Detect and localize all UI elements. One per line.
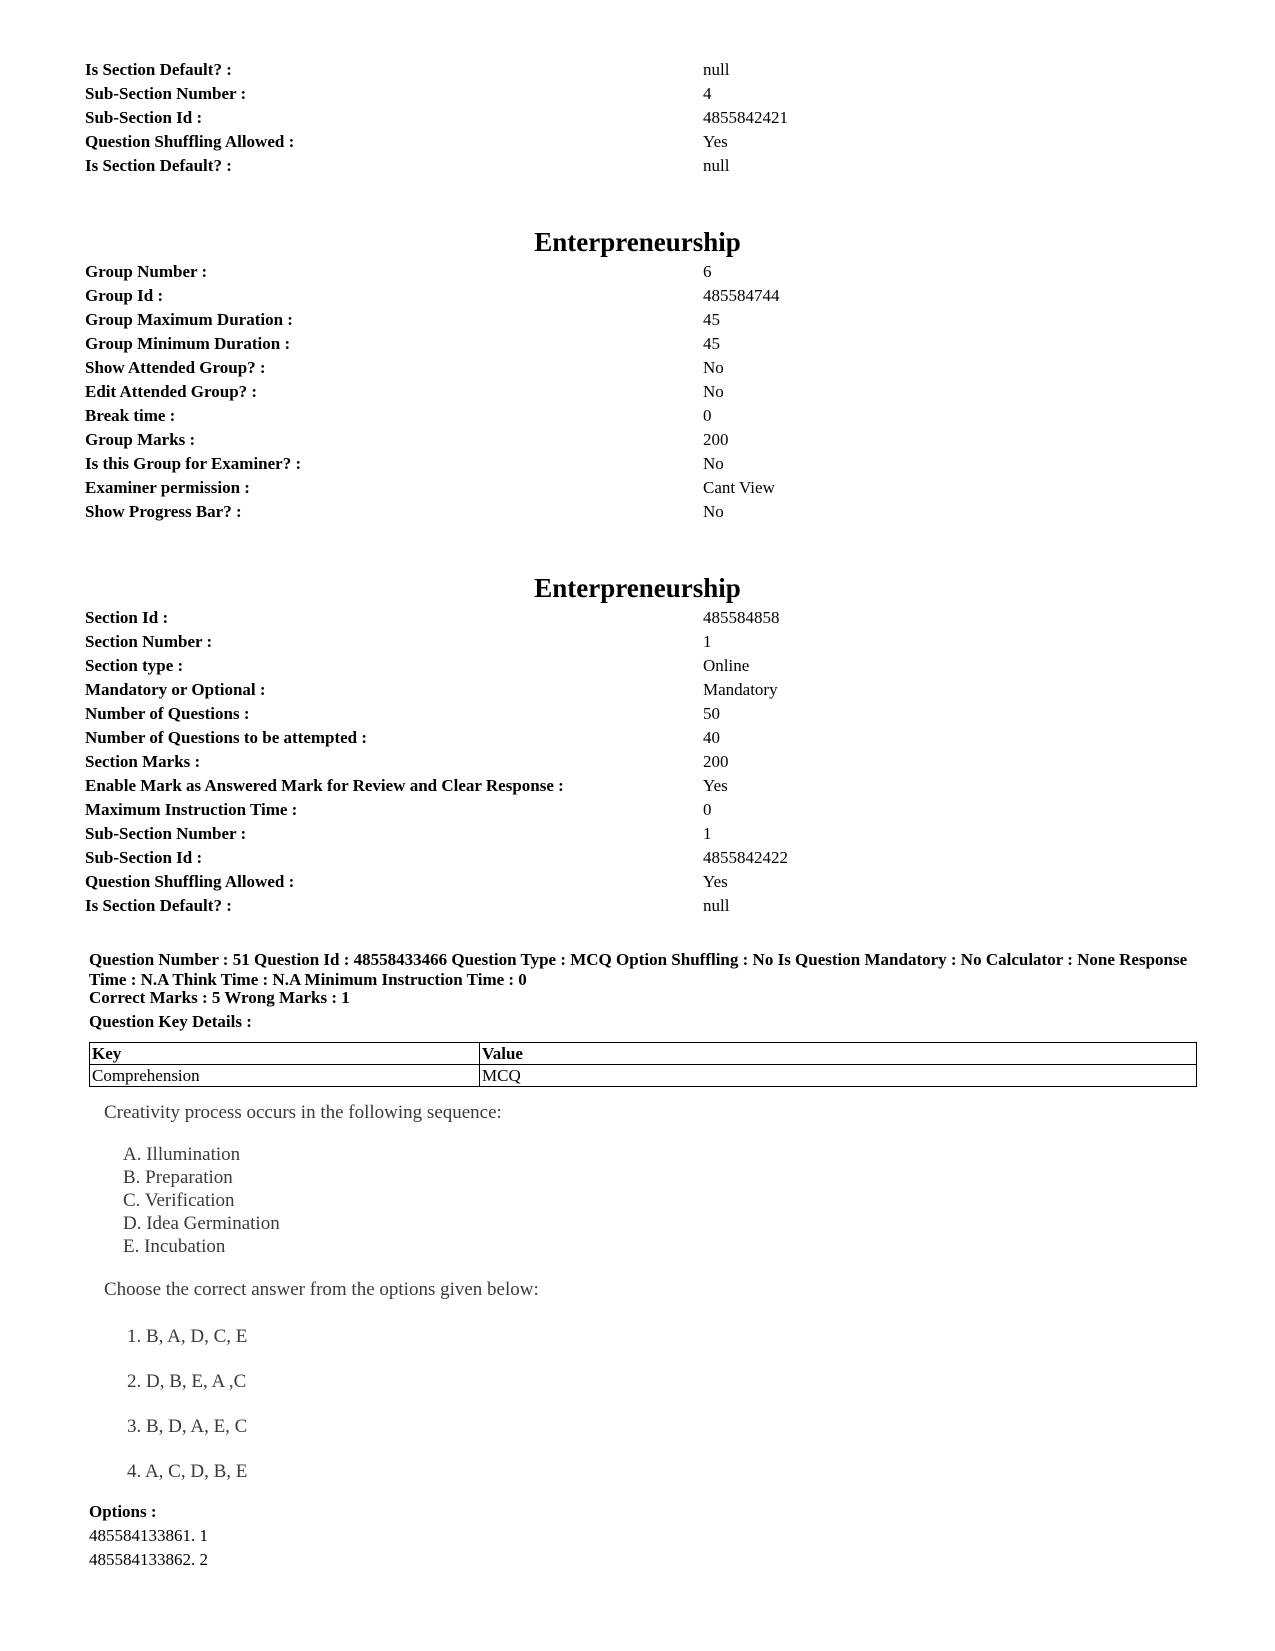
list-item: D. Idea Germination — [123, 1213, 280, 1234]
kv-value: No — [703, 358, 724, 377]
table-row — [90, 1065, 1197, 1087]
question-key-details-title: Question Key Details : — [89, 1012, 252, 1031]
options-block — [89, 1500, 208, 1572]
list-item: C. Verification — [123, 1190, 235, 1211]
kv-key: Mandatory or Optional : — [85, 680, 266, 699]
kv-key: Maximum Instruction Time : — [85, 800, 298, 819]
kv-value: Yes — [703, 872, 728, 891]
kv-row — [85, 428, 1205, 452]
kv-key: Section Id : — [85, 608, 169, 627]
kv-row — [85, 654, 1205, 678]
kv-value: 0 — [703, 800, 712, 819]
kv-row — [85, 606, 1205, 630]
kv-value: 40 — [703, 728, 720, 747]
option-item: 485584133861. 1 — [89, 1526, 208, 1545]
kv-value: No — [703, 454, 724, 473]
kv-value: 4855842422 — [703, 848, 788, 867]
kv-value: Yes — [703, 776, 728, 795]
kv-key: Examiner permission : — [85, 478, 250, 497]
kv-row — [85, 380, 1205, 404]
question-meta: Question Number : 51 Question Id : 48558433466 Question Type : MCQ Option Shuffling : No Is Question Mandatory : No Calculator : None Response Time : N.A Think Time : N.A Minimum Instruction Time : 0 — [89, 950, 1188, 989]
question-instruction: Choose the correct answer from the options given below: — [104, 1279, 539, 1300]
kv-row — [85, 822, 1205, 846]
options-title: Options : — [89, 1502, 157, 1521]
kv-value: 50 — [703, 704, 720, 723]
kv-value: null — [703, 156, 730, 175]
kv-row — [85, 678, 1205, 702]
kv-value: Mandatory — [703, 680, 778, 699]
kv-row — [85, 308, 1205, 332]
kv-value: Online — [703, 656, 750, 675]
kv-key: Section Number : — [85, 632, 213, 651]
kv-row — [85, 58, 1205, 82]
kv-key: Is Section Default? : — [85, 156, 232, 175]
kv-row — [85, 894, 1205, 918]
kv-key: Sub-Section Number : — [85, 84, 247, 103]
question-stem: Creativity process occurs in the following sequence: — [104, 1102, 502, 1123]
answer-choice: 1. B, A, D, C, E — [127, 1326, 248, 1347]
kv-row — [85, 476, 1205, 500]
question-marks: Correct Marks : 5 Wrong Marks : 1 — [89, 988, 350, 1007]
kv-key: Sub-Section Number : — [85, 824, 247, 843]
table-cell: Comprehension — [90, 1065, 480, 1087]
section-default-block — [85, 58, 1205, 178]
kv-key: Break time : — [85, 406, 176, 425]
kv-key: Edit Attended Group? : — [85, 382, 258, 401]
kv-key: Enable Mark as Answered Mark for Review and Clear Response : — [85, 776, 564, 795]
table-header-row — [90, 1043, 1197, 1065]
kv-key: Group Number : — [85, 262, 208, 281]
kv-value: 4 — [703, 84, 712, 103]
kv-key: Is Section Default? : — [85, 896, 232, 915]
kv-row — [85, 284, 1205, 308]
kv-value: No — [703, 502, 724, 521]
kv-row — [85, 500, 1205, 524]
kv-row — [85, 630, 1205, 654]
kv-row — [85, 130, 1205, 154]
kv-value: 45 — [703, 334, 720, 353]
kv-key: Group Marks : — [85, 430, 196, 449]
kv-row — [85, 846, 1205, 870]
kv-row — [85, 106, 1205, 130]
table-header-key: Key — [90, 1043, 480, 1065]
answer-choice: 2. D, B, E, A ,C — [127, 1371, 247, 1392]
kv-value: 6 — [703, 262, 712, 281]
kv-key: Is this Group for Examiner? : — [85, 454, 302, 473]
option-item: 485584133862. 2 — [89, 1550, 208, 1569]
list-item: A. Illumination — [123, 1144, 241, 1165]
kv-row — [85, 404, 1205, 428]
kv-key: Question Shuffling Allowed : — [85, 132, 295, 151]
section-details — [85, 606, 1205, 918]
kv-key: Sub-Section Id : — [85, 108, 203, 127]
list-item: B. Preparation — [123, 1167, 233, 1188]
group-details — [85, 260, 1205, 524]
kv-row — [85, 332, 1205, 356]
kv-row — [85, 154, 1205, 178]
answer-choice: 3. B, D, A, E, C — [127, 1416, 248, 1437]
question-key-table — [89, 1042, 1197, 1087]
kv-value: Yes — [703, 132, 728, 151]
list-item: E. Incubation — [123, 1236, 226, 1257]
kv-value: 0 — [703, 406, 712, 425]
kv-row — [85, 82, 1205, 106]
kv-key: Number of Questions to be attempted : — [85, 728, 368, 747]
kv-key: Group Maximum Duration : — [85, 310, 293, 329]
kv-value: No — [703, 382, 724, 401]
kv-key: Section type : — [85, 656, 184, 675]
group-heading: Enterpreneurship — [534, 227, 741, 257]
kv-value: null — [703, 896, 730, 915]
kv-key: Sub-Section Id : — [85, 848, 203, 867]
kv-value: Cant View — [703, 478, 775, 497]
kv-key: Number of Questions : — [85, 704, 250, 723]
kv-row — [85, 702, 1205, 726]
kv-row — [85, 750, 1205, 774]
kv-row — [85, 798, 1205, 822]
table-header-value: Value — [480, 1043, 1197, 1065]
section-heading: Enterpreneurship — [534, 573, 741, 603]
kv-value: 4855842421 — [703, 108, 788, 127]
kv-row — [85, 726, 1205, 750]
kv-row — [85, 356, 1205, 380]
kv-row — [85, 774, 1205, 798]
kv-value: 485584858 — [703, 608, 780, 627]
kv-key: Section Marks : — [85, 752, 201, 771]
answer-choice: 4. A, C, D, B, E — [127, 1461, 248, 1482]
kv-row — [85, 452, 1205, 476]
kv-key: Show Attended Group? : — [85, 358, 266, 377]
kv-value: 200 — [703, 752, 729, 771]
kv-key: Group Minimum Duration : — [85, 334, 291, 353]
kv-value: 485584744 — [703, 286, 780, 305]
kv-key: Group Id : — [85, 286, 164, 305]
kv-key: Question Shuffling Allowed : — [85, 872, 295, 891]
kv-value: 1 — [703, 632, 712, 651]
kv-value: 1 — [703, 824, 712, 843]
kv-row — [85, 870, 1205, 894]
kv-value: 45 — [703, 310, 720, 329]
table-cell: MCQ — [480, 1065, 1197, 1087]
kv-key: Show Progress Bar? : — [85, 502, 242, 521]
kv-value: null — [703, 60, 730, 79]
kv-row — [85, 260, 1205, 284]
kv-key: Is Section Default? : — [85, 60, 232, 79]
kv-value: 200 — [703, 430, 729, 449]
